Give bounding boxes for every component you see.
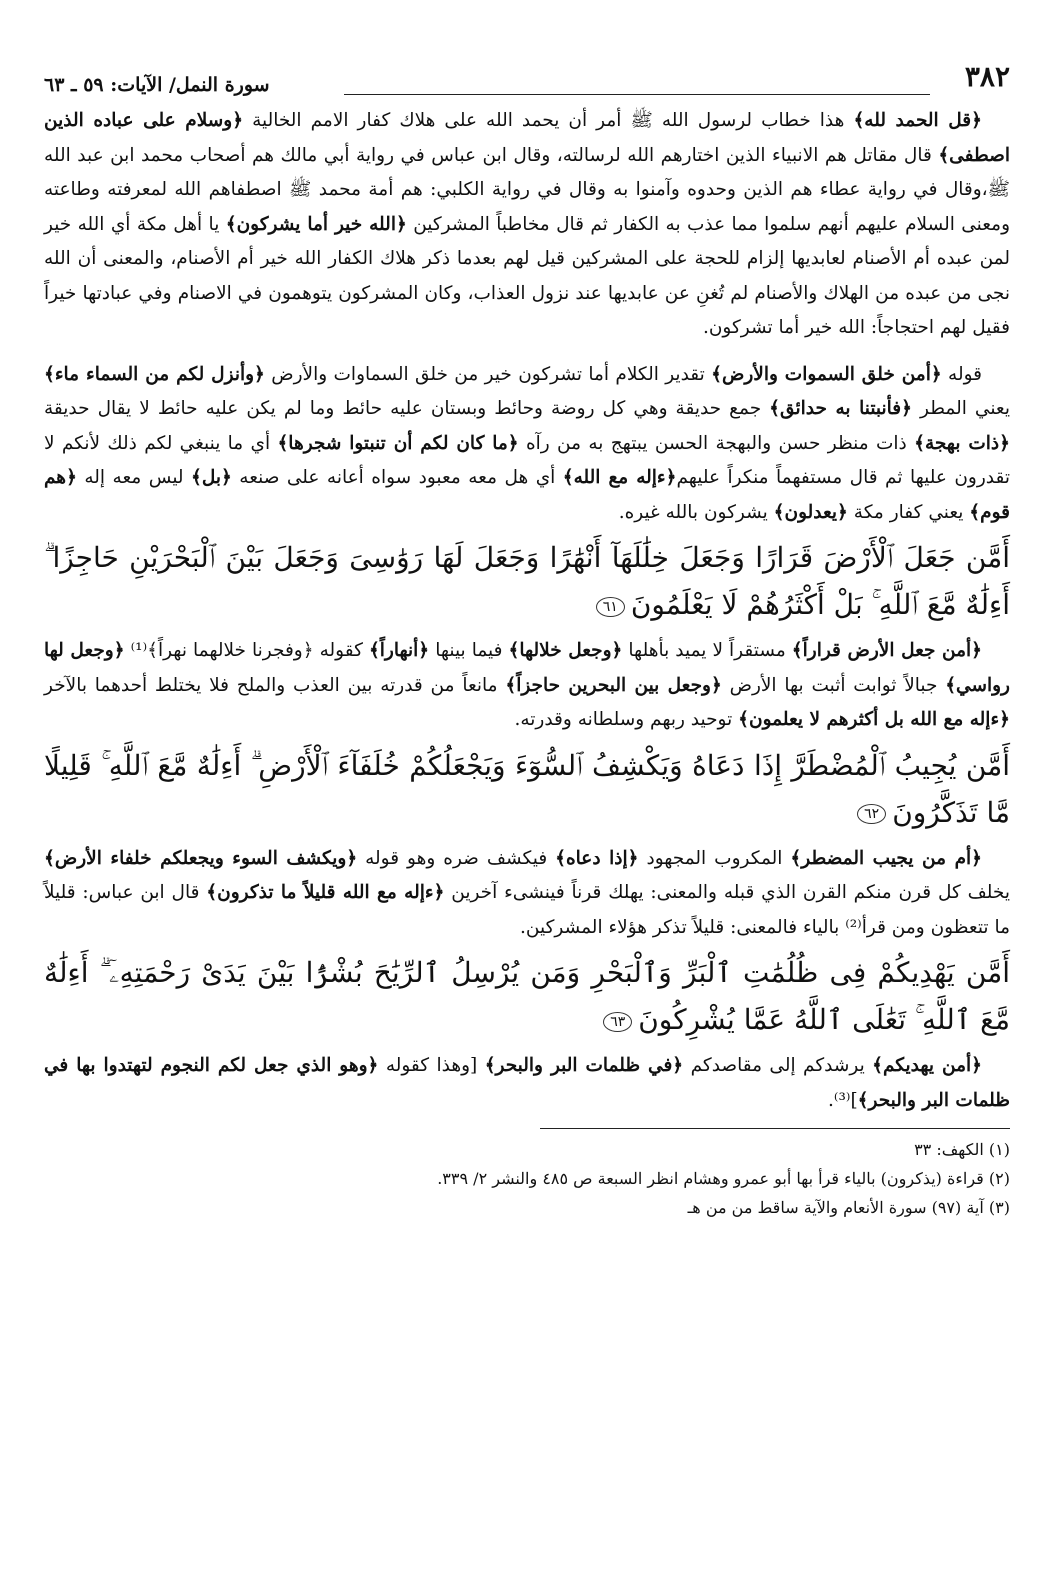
quoted-verse-phrase: ﴿وهو الذي جعل لكم النجوم لتهتدوا بها في ظلمات البر والبحر﴾ xyxy=(44,1055,1010,1111)
commentary-paragraph xyxy=(44,842,1010,946)
footnote: (٢) قراءة (يذكرون) بالياء قرأ بها أبو عمرو وهشام انظر السبعة ص ٤٨٥ والنشر ٢/ ٣٣٩. xyxy=(437,1169,1010,1188)
quoted-verse-phrase: ﴿في ظلمات البر والبحر﴾ xyxy=(484,1055,684,1076)
commentary-text: ﴿وفجرنا خلالهما نهراً﴾ xyxy=(147,640,314,661)
footnote-separator xyxy=(540,1128,1010,1129)
commentary-text: أي ما ينبغي لكم ذلك لأنكم لا تقدرون عليها ثم قال مستفهماً منكراً عليهم xyxy=(44,432,1011,488)
commentary-text: كقوله xyxy=(313,640,369,661)
page xyxy=(44,60,1010,1540)
commentary-text: يعني المطر xyxy=(912,398,1011,419)
quoted-verse-phrase: ﴿إذا دعاه﴾ xyxy=(555,847,639,869)
commentary-text: فيما بينها xyxy=(429,640,509,661)
commentary-text: مستقراً لا يميد بأهلها xyxy=(622,640,792,661)
commentary-paragraph xyxy=(44,1049,1010,1118)
quoted-verse-phrase: ﴿قل الحمد لله﴾ xyxy=(853,110,982,131)
quoted-verse-phrase: ﴿وسلام على عباده الذين اصطفى﴾ xyxy=(44,110,1010,166)
commentary-text: جمع حديقة وهي كل روضة وحائط وبستان عليه حائط وما لم يكن عليه حائط لا يقال حديقة xyxy=(44,398,770,419)
page-header xyxy=(44,60,1010,104)
quoted-verse-phrase: ﴿ويكشف السوء ويجعلكم خلفاء الأرض﴾ xyxy=(44,847,358,869)
ayah-number-mark: ٦٢ xyxy=(857,804,886,824)
quoted-verse-phrase: ﴿ءإله مع الله بل أكثرهم لا يعلمون﴾ xyxy=(738,709,1010,730)
footnote: (١) الكهف: ٣٣ xyxy=(914,1140,1010,1159)
quoted-verse-phrase: ﴿بل﴾ xyxy=(191,467,232,488)
page-number: ٣٨٢ xyxy=(964,60,1010,93)
commentary-text: قال ابن عباس: قليلاً ما تتعظون ومن قرأ⁽²⁾ بالياء فالمعنى: قليلاً تذكر هؤلاء المشركين. xyxy=(44,882,1010,938)
commentary-text: ]⁽³⁾. xyxy=(828,1089,858,1111)
commentary-text: مانعاً من قدرته بين العذب والملح فلا يختلط أحدهما بالآخر xyxy=(44,674,506,696)
verse-text: أَمَّن جَعَلَ ٱلْأَرْضَ قَرَارًا وَجَعَلَ خِلَٰلَهَآ أَنْهَٰرًا وَجَعَلَ لَهَا رَوَٰسِىَ وَجَعَلَ بَيْنَ ٱلْبَحْرَيْنِ حَاجِزًا ۗ أَءِلَٰهٌ مَّعَ ٱللَّهِ ۚ بَلْ أَكْثَرُهُمْ لَا يَعْلَمُونَ xyxy=(44,541,1010,621)
ayah-number-mark: ٦١ xyxy=(596,597,625,617)
commentary-text: قال مقاتل هم الانبياء الذين اختارهم الله لرسالته، وقال ابن عباس في رواية أبي مالك هم أصحاب محمد ابن عبد الله ﷺ،وقال في رواية عطاء هم الذين وحدوه وآمنوا به وقال في رواية الكلبي: هم أمة محمد ﷺ اصطفاهم الله لمعرفته وطاعته ومعنى السلام عليهم أنهم سلموا مما عذب به الكفار ثم قال مخاطباً المشركين xyxy=(44,144,1011,235)
commentary-text: يعني كفار مكة xyxy=(847,501,970,523)
header-rule xyxy=(344,94,930,95)
quoted-verse-phrase: ﴿ذات بهجة﴾ xyxy=(914,432,1010,454)
quoted-verse-phrase: ﴿أمن خلق السموات والأرض﴾ xyxy=(711,363,942,385)
verse-text: أَمَّن يَهْدِيكُمْ فِى ظُلُمَٰتِ ٱلْبَرِّ وَٱلْبَحْرِ وَمَن يُرْسِلُ ٱلرِّيَٰحَ بُشْرًۢا بَيْنَ يَدَىْ رَحْمَتِهِۦٓ ۗ أَءِلَٰهٌ مَّعَ ٱللَّهِ ۚ تَعَٰلَى ٱللَّهُ عَمَّا يُشْرِكُونَ xyxy=(44,956,1010,1036)
quoted-verse-phrase: ﴿ءإله مع الله﴾ xyxy=(562,467,677,488)
commentary-text: فيكشف ضره وهو قوله xyxy=(357,847,556,869)
commentary-text: جبالاً ثوابت أثبت بها الأرض xyxy=(721,674,946,696)
commentary-text: هذا خطاب لرسول الله ﷺ أمر أن يحمد الله على هلاك كفار الامم الخالية xyxy=(243,110,854,131)
commentary-paragraph xyxy=(44,104,1010,346)
commentary-paragraph xyxy=(44,634,1010,738)
quoted-verse-phrase: ﴿وجعل خلالها﴾ xyxy=(508,640,623,661)
quoted-verse-phrase: ﴿ءإله مع الله قليلاً ما تذكرون﴾ xyxy=(206,882,445,903)
commentary-text: قوله xyxy=(941,363,982,385)
quoted-verse-phrase: ﴿الله خير أما يشركون﴾ xyxy=(225,213,407,235)
quoted-verse-phrase: ﴿ما كان لكم أن تنبتوا شجرها﴾ xyxy=(277,432,519,454)
commentary-text: أي هل معه معبود سواه أعانه على صنعه xyxy=(231,467,563,488)
quoted-verse-phrase: ﴿أم من يجيب المضطر﴾ xyxy=(790,847,982,869)
quran-verse xyxy=(44,949,1010,1043)
commentary-text: ليس معه إله xyxy=(76,467,191,488)
quoted-verse-phrase: ﴿يعدلون﴾ xyxy=(773,501,848,523)
quoted-verse-phrase: ﴿أمن يهديكم﴾ xyxy=(872,1055,982,1076)
quoted-verse-phrase: ﴿وجعل بين البحرين حاجزاً﴾ xyxy=(505,674,722,696)
commentary-text: [وهذا كقوله xyxy=(378,1055,485,1076)
quoted-verse-phrase: ﴿هم قوم﴾ xyxy=(44,467,1010,523)
quran-verse xyxy=(44,534,1010,628)
commentary-text: يرشدكم إلى مقاصدكم xyxy=(683,1055,873,1076)
commentary-text: توحيد ربهم وسلطانه وقدرته. xyxy=(514,709,739,730)
quoted-verse-phrase: ﴿أمن جعل الأرض قراراً﴾ xyxy=(791,640,983,661)
commentary-paragraph xyxy=(44,358,1010,531)
commentary-text: تقدير الكلام أما تشركون خير من خلق السماوات والأرض xyxy=(264,363,712,385)
verse-text: أَمَّن يُجِيبُ ٱلْمُضْطَرَّ إِذَا دَعَاهُ وَيَكْشِفُ ٱلسُّوٓءَ وَيَجْعَلُكُمْ خُلَفَآءَ ٱلْأَرْضِ ۗ أَءِلَٰهٌ مَّعَ ٱللَّهِ ۚ قَلِيلًا مَّا تَذَكَّرُونَ xyxy=(44,748,1010,829)
quoted-verse-phrase: ﴿وجعل لها رواسي﴾ xyxy=(44,640,1010,696)
quoted-verse-phrase: ﴿أنهاراً﴾ xyxy=(368,640,430,661)
commentary-text: المكروب المجهود xyxy=(638,847,791,869)
commentary-text: يا أهل مكة أي الله خير لمن عبده أم الأصنام لعابديها إلزام للحجة على المشركين قيل لهم بعدما ذكر هلاك الكفار الله خير أم الأصنام، والمعنى أن الله نجى من عبده من الهلاك والأصنام لم تُغنِ عن عابديها عند نزول العذاب، وكان المشركون يتوهمون في الاصنام وفي عبادتها خيراً فقيل لهم احتجاجاً: الله خير أما تشركون. xyxy=(44,213,1010,338)
quran-verse xyxy=(44,742,1010,836)
commentary-text: يخلف كل قرن منكم القرن الذي قبله والمعنى: يهلك قرناً فينشىء آخرين xyxy=(444,882,1010,903)
commentary-text: ذات منظر حسن والبهجة الحسن يبتهج به من رآه xyxy=(518,432,915,454)
commentary-text: ⁽¹⁾ xyxy=(124,640,148,661)
running-title: سورة النمل/ الآيات: ٥٩ ـ ٦٣ xyxy=(44,74,270,96)
quoted-verse-phrase: ﴿وأنزل لكم من السماء ماء﴾ xyxy=(44,363,265,385)
quoted-verse-phrase: ﴿فأنبتنا به حدائق﴾ xyxy=(769,398,912,419)
ayah-number-mark: ٦٣ xyxy=(603,1012,632,1032)
footnote: (٣) آية (٩٧) سورة الأنعام والآية ساقط من من هـ xyxy=(687,1198,1010,1217)
commentary-text: يشركون بالله غيره. xyxy=(618,501,774,523)
